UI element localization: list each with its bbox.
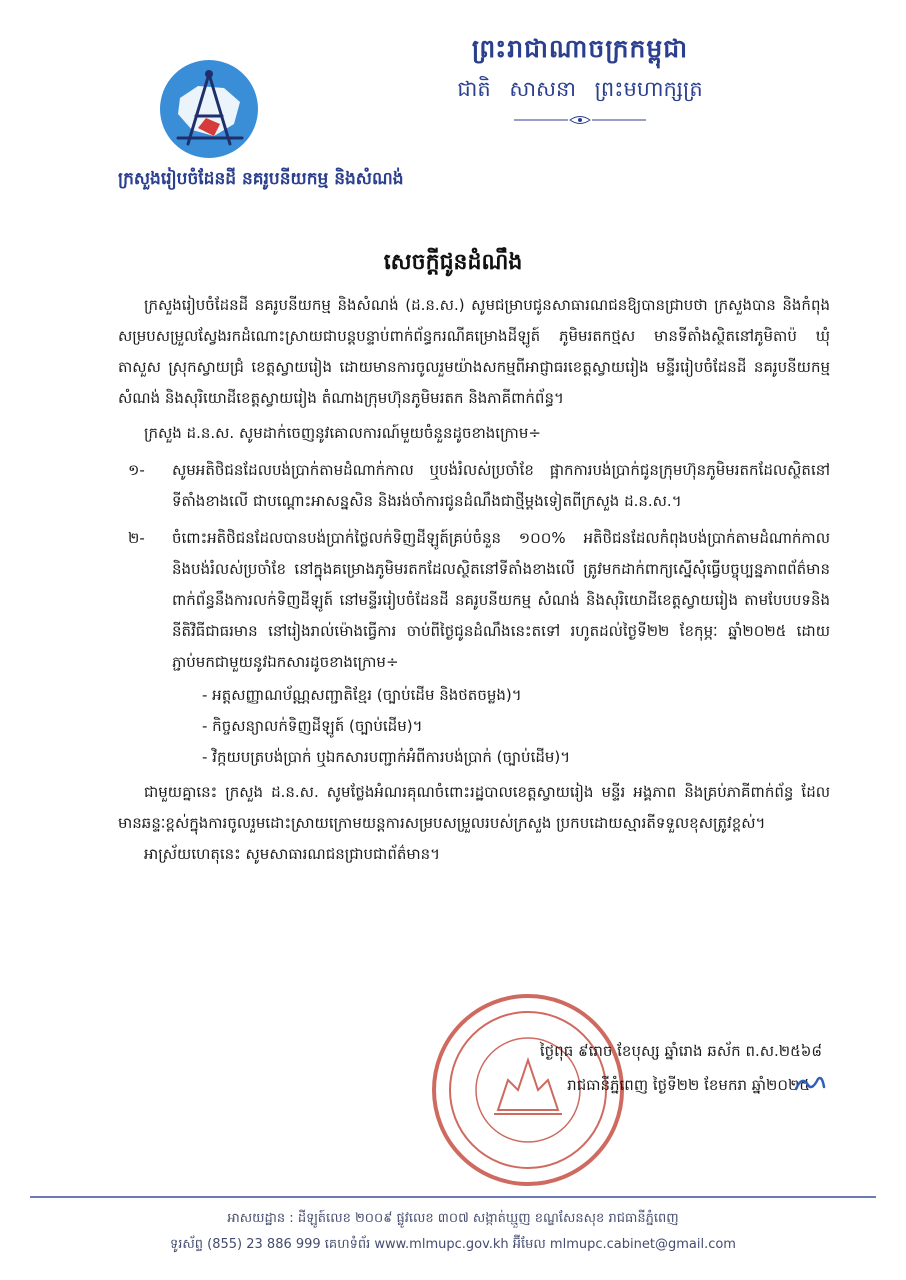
attachment-list	[118, 680, 830, 773]
attachment-item: - វិក្កយបត្របង់ប្រាក់ ឬឯកសារបញ្ជាក់អំពីការបង់ប្រាក់ (ច្បាប់ដើម)។	[202, 748, 571, 766]
thanks-paragraph: ជាមួយគ្នានេះ ក្រសួង ដ.ន.ស. សូមថ្លែងអំណរគុណចំពោះរដ្ឋបាលខេត្តស្វាយរៀង មន្ទីរ អង្គភាព និងគ្រប់ភាគីពាក់ព័ន្ធ ដែលមានឆន្ទៈខ្ពស់ក្នុងការចូលរួមដោះស្រាយក្រោមយន្តការសម្របសម្រួលរបស់ក្រសួង ប្រកបដោយស្មារតីទទួលខុសត្រូវខ្ពស់។	[118, 783, 830, 832]
intro-paragraph: ក្រសួងរៀបចំដែនដី នគរូបនីយកម្ម និងសំណង់ (ដ.ន.ស.) សូមជម្រាបជូនសាធារណជនឱ្យបានជ្រាបថា ក្រសួងបាន និងកំពុងសម្របសម្រួលស្វែងរកដំណោះស្រាយជាបន្តបន្ទាប់ពាក់ព័ន្ធករណីគម្រោងដីឡូត៍ ភូមិមរតកថ្មស មានទីតាំងស្ថិតនៅភូមិតាប៉ ឃុំតាសួស ស្រុកស្វាយជ្រំ ខេត្តស្វាយរៀង ដោយមានការចូលរួមយ៉ាងសកម្មពីអាជ្ញាធរខេត្តស្វាយរៀង មន្ទីររៀបចំដែនដី នគរូបនីយកម្ម សំណង់ និងសុរិយោដីខេត្តស្វាយរៀង តំណាងក្រុមហ៊ុនភូមិមរតក និងភាគីពាក់ព័ន្ធ។	[118, 296, 830, 407]
document-title: សេចក្ដីជូនដំណឹង	[383, 250, 523, 275]
footer-contact: ទូរស័ព្ទ (855) 23 886 999 គេហទំព័រ www.mlmupc.gov.kh អ៊ីមែល mlmupc.cabinet@gmail.com	[170, 1237, 736, 1252]
list-text: សូមអតិថិជនដែលបង់ប្រាក់តាមដំណាក់កាល ឬបង់រំលស់ប្រចាំខែ ផ្អាកការបង់ប្រាក់ជូនក្រុមហ៊ុនភូមិមរតកដែលស្ថិតនៅទីតាំងខាងលើ ជាបណ្ដោះអាសន្នសិន និងរង់ចាំការជូនដំណឹងជាថ្មីម្ដងទៀតពីក្រសួង ដ.ន.ស.។	[172, 461, 830, 510]
ministry-logo-icon	[158, 58, 260, 160]
list-item	[118, 455, 830, 517]
list-item	[118, 523, 830, 678]
ornament-divider-icon	[510, 113, 650, 127]
ministry-name: ក្រសួងរៀបចំដែនដី នគរូបនីយកម្ម និងសំណង់	[118, 169, 404, 189]
signature-block	[420, 1034, 840, 1102]
kingdom-header	[300, 34, 860, 131]
list-text: ចំពោះអតិថិជនដែលបានបង់ប្រាក់ថ្លៃលក់ទិញដីឡូត៍គ្រប់ចំនួន ១០០% អតិថិជនដែលកំពុងបង់ប្រាក់តាមដំណាក់កាល និងបង់រំលស់ប្រចាំខែ នៅក្នុងគម្រោងភូមិមរតកដែលស្ថិតនៅទីតាំងខាងលើ ត្រូវមកដាក់ពាក្យស្នើសុំធ្វើបច្ចុប្បន្នភាពព័ត៌មានពាក់ព័ន្ធនឹងការលក់ទិញដីឡូត៍ នៅមន្ទីររៀបចំដែនដី នគរូបនីយកម្ម សំណង់ និងសុរិយោដីខេត្តស្វាយរៀង តាមបែបបទនិងនីតិវិធីជាធរមាន នៅរៀងរាល់ម៉ោងធ្វើការ ចាប់ពីថ្ងៃជូនដំណឹងនេះតទៅ រហូតដល់ថ្ងៃទី២២ ខែកុម្ភៈ ឆ្នាំ២០២៥ ដោយភ្ជាប់មកជាមួយនូវឯកសារដូចខាងក្រោម÷	[172, 529, 830, 671]
closing-paragraph: អាស្រ័យហេតុនេះ សូមសាធារណជនជ្រាបជាព័ត៌មាន។	[144, 845, 441, 863]
footer	[0, 1206, 906, 1258]
measures-intro: ក្រសួង ដ.ន.ស. សូមដាក់ចេញនូវគោលការណ៍មួយចំនួនដូចខាងក្រោម÷	[144, 424, 541, 442]
list-number: ២-	[128, 529, 145, 547]
kingdom-title: ព្រះរាជាណាចក្រកម្ពុជា	[471, 34, 689, 63]
attachment-item: - អត្តសញ្ញាណប័ណ្ណសញ្ជាតិខ្មែរ (ច្បាប់ដើម និងថតចម្លង)។	[202, 686, 522, 704]
attachment-item: - កិច្ចសន្យាលក់ទិញដីឡូត៍ (ច្បាប់ដើម)។	[202, 717, 423, 735]
footer-address: អាសយដ្ឋាន : ដីឡូត៍លេខ ២០០៩ ផ្លូវលេខ ៣០៧ សង្កាត់ឃ្មួញ ខណ្ឌសែនសុខ រាជធានីភ្នំពេញ	[227, 1211, 679, 1226]
document-body	[118, 290, 830, 870]
solar-date: រាជធានីភ្នំពេញ ថ្ងៃទី២២ ខែមករា ឆ្នាំ២០២៥	[567, 1076, 810, 1094]
list-number: ១-	[128, 461, 145, 479]
national-motto: ជាតិ សាសនា ព្រះមហាក្សត្រ	[457, 77, 703, 101]
footer-divider	[30, 1196, 876, 1198]
signature-mark-icon	[792, 1071, 828, 1095]
lunar-date: ថ្ងៃពុធ ៩រោច ខែបុស្ស ឆ្នាំរោង ឆស័ក ព.ស.២៥៦៨	[539, 1042, 822, 1060]
